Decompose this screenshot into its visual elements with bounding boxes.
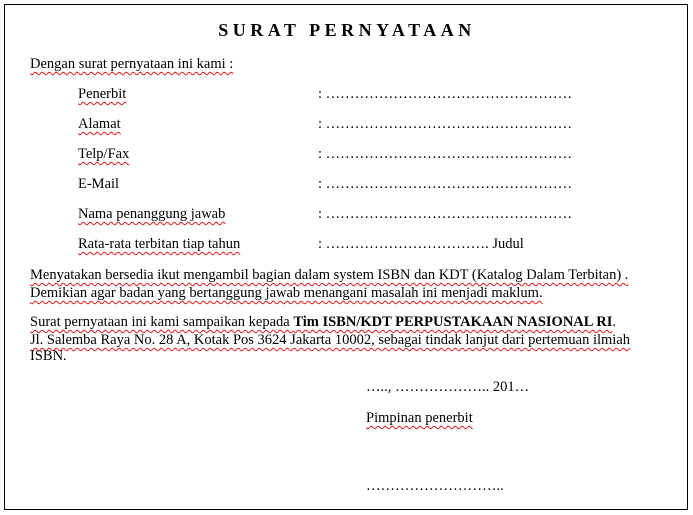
field-value-penanggung-jawab: : …………………………………………… — [318, 206, 573, 222]
date-line: ….., ……………….. 201… — [366, 379, 530, 395]
signature-line: ……………………….. — [366, 478, 504, 494]
document-title: SURAT PERNYATAAN — [218, 20, 476, 40]
field-value-rata-rata-terbitan: : ……………………………. Judul — [318, 236, 524, 252]
field-label-penanggung-jawab: Nama penanggung jawab — [78, 206, 226, 222]
intro-text: Dengan surat pernyataan ini kami : — [30, 56, 234, 72]
statement-line-2: Demikian agar badan yang bertanggung jawab menangani masalah ini menjadi maklum. — [30, 285, 543, 301]
field-label-penerbit: Penerbit — [78, 86, 127, 102]
field-value-alamat: : …………………………………………… — [318, 116, 573, 132]
field-value-telp-fax: : …………………………………………… — [318, 146, 573, 162]
field-label-rata-rata-terbitan: Rata-rata terbitan tiap tahun — [78, 236, 241, 252]
address-line-2: ISBN. — [30, 348, 67, 364]
submission-line — [30, 314, 616, 330]
document-page — [4, 4, 688, 510]
field-value-email: : …………………………………………… — [318, 176, 573, 192]
submission-recipient: Tim ISBN/KDT PERPUSTAKAAN NASIONAL RI — [293, 314, 613, 330]
signatory-title: Pimpinan penerbit — [366, 410, 473, 426]
field-label-email: E-Mail — [78, 176, 120, 192]
submission-suffix: . — [612, 314, 617, 330]
submission-prefix: Surat pernyataan ini kami sampaikan kepada — [30, 314, 294, 330]
field-label-alamat: Alamat — [78, 116, 121, 132]
address-line-1: Jl. Salemba Raya No. 28 A, Kotak Pos 3624 Jakarta 10002, sebagai tindak lanjut dari pertemuan ilmiah — [30, 332, 631, 348]
statement-line-1: Menyatakan bersedia ikut mengambil bagian dalam system ISBN dan KDT (Katalog Dalam Terbitan) . — [30, 267, 629, 283]
field-value-penerbit: : …………………………………………… — [318, 86, 573, 102]
field-label-telp-fax: Telp/Fax — [78, 146, 130, 162]
